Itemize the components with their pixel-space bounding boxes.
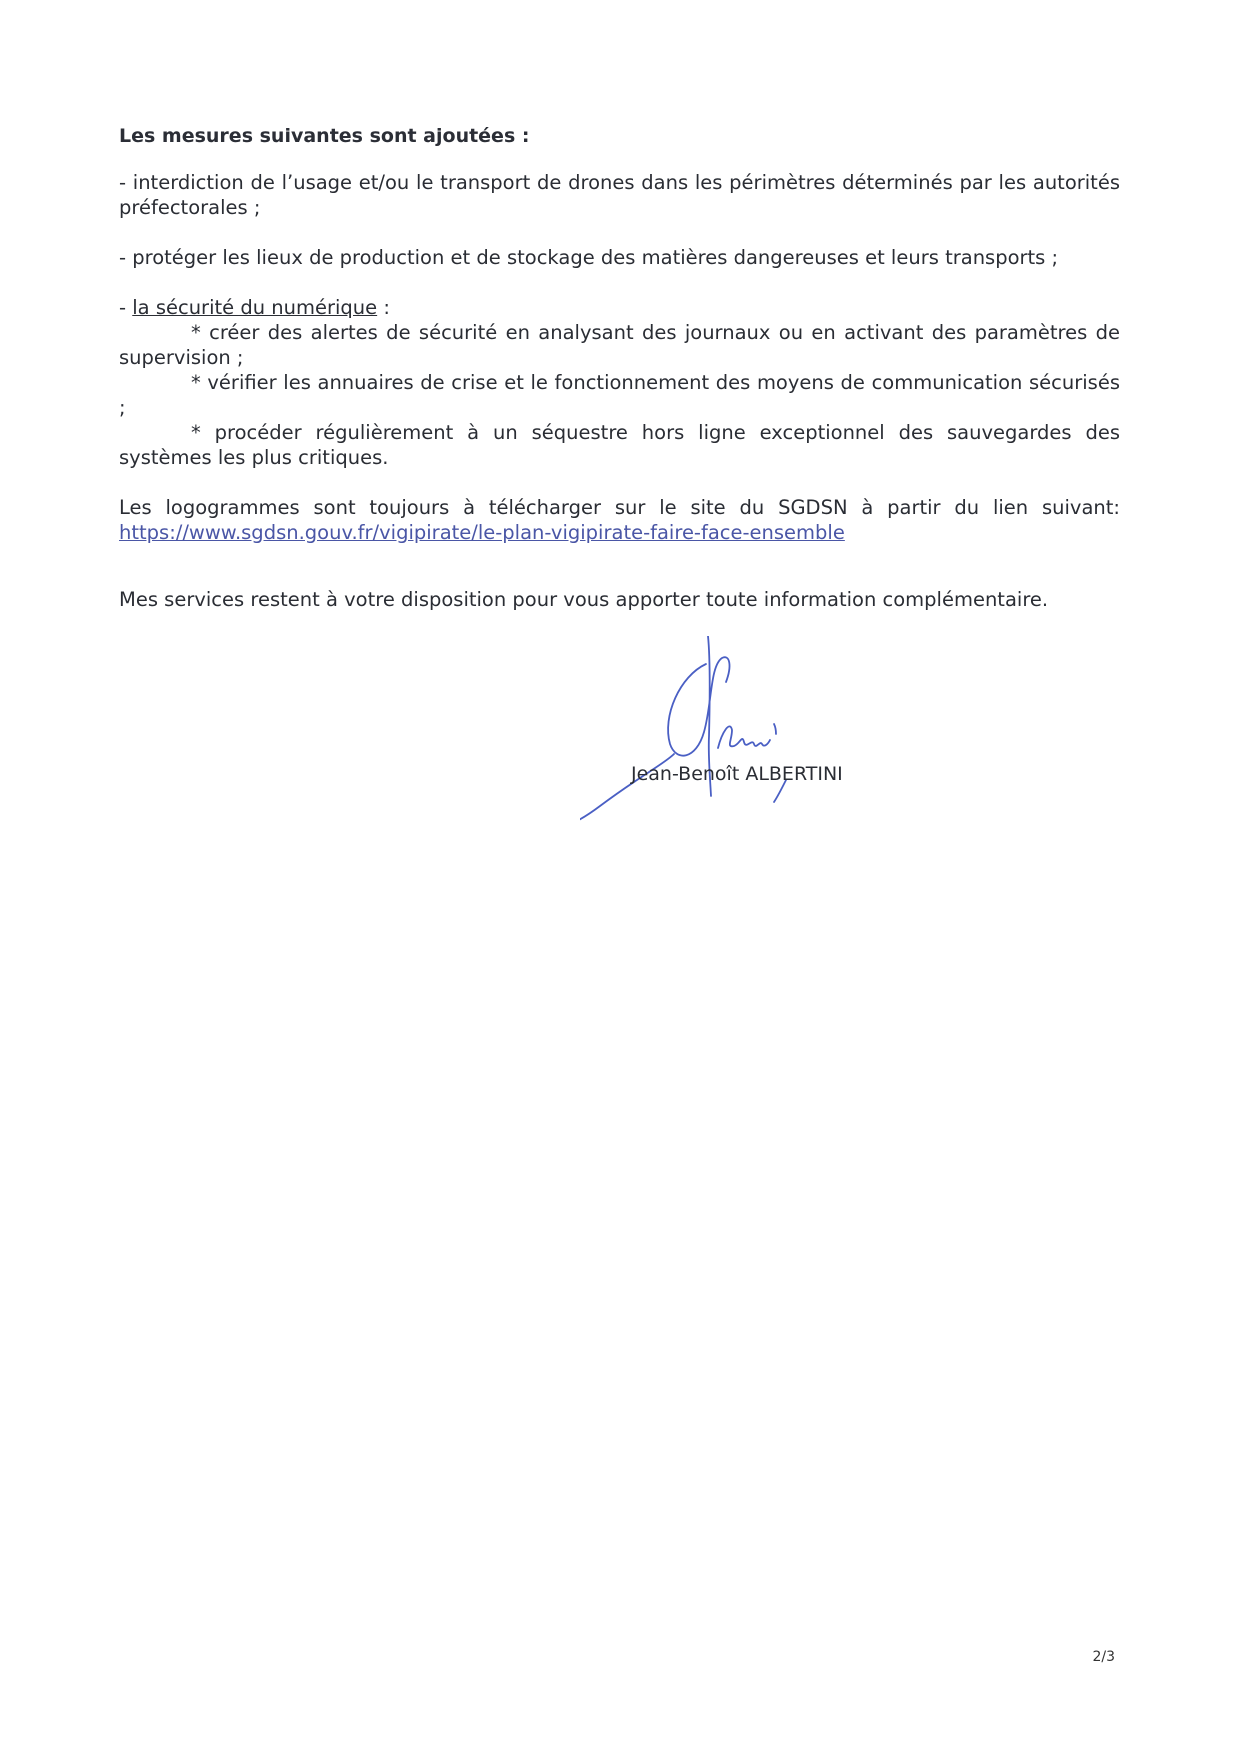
sgdsn-link[interactable]: https://www.sgdsn.gouv.fr/vigipirate/le-plan-vigipirate-faire-face-ensemble [119,521,845,544]
measure-dangerous-materials: - protéger les lieux de production et de stockage des matières dangereuses et leurs transports ; [119,246,1059,269]
letter-body [119,124,1120,637]
measures-heading: Les mesures suivantes sont ajoutées : [119,125,530,147]
digital-security-label: la sécurité du numérique [132,296,378,319]
handwritten-signature [580,636,900,846]
page-number: 2/3 [1092,1649,1115,1665]
digital-security-title: - la sécurité du numérique : [119,296,390,319]
digital-item-directories: * vérifier les annuaires de crise et le fonctionnement des moyens de communication sécurisés ; [119,371,1120,419]
signature-block [580,636,900,846]
digital-item-alerts: * créer des alertes de sécurité en analysant des journaux ou en activant des paramètres de supervision ; [119,321,1120,369]
digital-security-block [119,295,1120,470]
measure-drones: - interdiction de l’usage et/ou le transport de drones dans les périmètres déterminés par les autorités préfectorales ; [119,171,1120,219]
digital-item-backups: * procéder régulièrement à un séquestre hors ligne exceptionnel des sauvegardes des systèmes les plus critiques. [119,421,1120,469]
logos-text: Les logogrammes sont toujours à télécharger sur le site du SGDSN à partir du lien suivant: [119,496,1120,519]
logos-paragraph [119,495,1120,545]
signer-name: Jean-Benoît ALBERTINI [631,763,843,785]
closing-sentence: Mes services restent à votre disposition pour vous apporter toute information complémentaire. [119,588,1049,611]
